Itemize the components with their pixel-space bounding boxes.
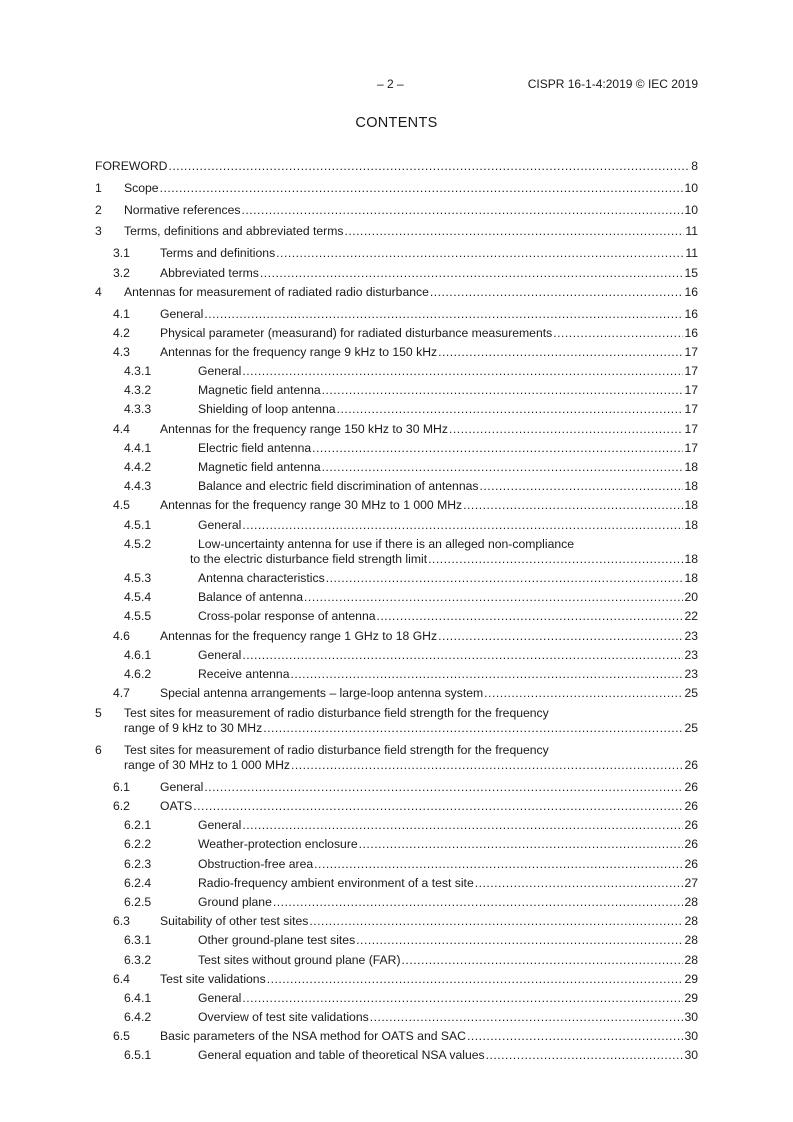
toc-leader-dots <box>484 686 683 701</box>
toc-leader-dots <box>242 648 683 663</box>
toc-entry[interactable] <box>0 686 793 702</box>
toc-entry[interactable] <box>0 266 793 282</box>
toc-entry-number: 4.7 <box>113 686 130 700</box>
toc-entry-page: 18 <box>684 518 698 532</box>
toc-entry-title: Shielding of loop antenna <box>198 402 336 416</box>
toc-entry-title: Weather-protection enclosure <box>198 837 358 851</box>
toc-leader-dots <box>242 818 683 833</box>
toc-entry-number: 4.5.2 <box>124 537 152 551</box>
toc-entry-number: 4.3.2 <box>124 383 152 397</box>
toc-entry-number: 2 <box>95 203 102 217</box>
toc-entry[interactable] <box>0 383 793 399</box>
toc-entry-number: 6.4.2 <box>124 1010 152 1024</box>
toc-entry-number: 6 <box>95 743 102 757</box>
toc-entry-page: 18 <box>684 479 698 493</box>
toc-entry-page: 28 <box>684 953 698 967</box>
toc-entry-page: 11 <box>685 246 698 260</box>
toc-leader-dots <box>312 441 683 456</box>
toc-leader-dots <box>242 991 683 1006</box>
toc-leader-dots <box>291 758 683 773</box>
toc-entry-page: 8 <box>691 159 698 173</box>
toc-entry[interactable] <box>0 537 793 569</box>
document-id: CISPR 16-1-4:2019 © IEC 2019 <box>527 77 698 91</box>
toc-entry-page: 28 <box>684 933 698 947</box>
toc-leader-dots <box>370 1010 684 1025</box>
toc-leader-dots <box>486 1048 684 1063</box>
toc-entry-number: 6.2.3 <box>124 857 152 871</box>
toc-entry[interactable] <box>0 1048 793 1064</box>
toc-entry-title: Suitability of other test sites <box>160 914 309 928</box>
toc-leader-dots <box>359 837 684 852</box>
toc-entry-page: 26 <box>684 799 698 813</box>
toc-entry-page: 10 <box>684 181 698 195</box>
toc-entry-page: 10 <box>684 203 698 217</box>
toc-entry-number: 4.5.4 <box>124 590 152 604</box>
toc-entry-title: Physical parameter (measurand) for radiated disturbance measurements <box>160 326 553 340</box>
toc-entry-page: 11 <box>685 224 698 238</box>
toc-entry-page: 18 <box>684 460 698 474</box>
toc-entry-title: Antennas for the frequency range 30 MHz to 1 000 MHz <box>160 498 463 512</box>
toc-entry-number: 4.6.1 <box>124 648 152 662</box>
toc-entry[interactable] <box>0 743 793 775</box>
toc-entry[interactable] <box>0 159 793 175</box>
toc-entry-number: 6.3.2 <box>124 953 152 967</box>
toc-entry-number: 6.3.1 <box>124 933 152 947</box>
toc-leader-dots <box>356 933 683 948</box>
toc-entry[interactable] <box>0 224 793 240</box>
toc-entry[interactable] <box>0 953 793 969</box>
toc-entry-page: 27 <box>684 876 698 890</box>
toc-entry-page: 16 <box>684 307 698 321</box>
toc-leader-dots <box>475 876 684 891</box>
toc-entry-page: 30 <box>684 1048 698 1062</box>
toc-entry-page: 28 <box>684 914 698 928</box>
toc-entry[interactable] <box>0 422 793 438</box>
toc-entry-title: Receive antenna <box>198 667 290 681</box>
toc-entry-number: 6.2.2 <box>124 837 152 851</box>
toc-entry-title: General <box>160 780 204 794</box>
toc-entry-number: 4.6 <box>113 629 130 643</box>
toc-entry-page: 26 <box>684 818 698 832</box>
toc-entry[interactable] <box>0 818 793 834</box>
toc-entry[interactable] <box>0 837 793 853</box>
toc-entry-title: Magnetic field antenna <box>198 383 321 397</box>
toc-entry-number: 4.2 <box>113 326 130 340</box>
toc-leader-dots <box>260 266 684 281</box>
toc-entry-number: 4.3 <box>113 345 130 359</box>
toc-entry-page: 25 <box>684 721 698 735</box>
toc-leader-dots <box>553 326 683 341</box>
toc-entry[interactable] <box>0 479 793 495</box>
toc-leader-dots <box>276 246 684 261</box>
toc-entry[interactable] <box>0 246 793 262</box>
toc-entry-number: 4.4.3 <box>124 479 152 493</box>
toc-entry-page: 16 <box>684 285 698 299</box>
toc-leader-dots <box>168 159 690 174</box>
toc-entry[interactable] <box>0 307 793 323</box>
toc-entry-title: Electric field antenna <box>198 441 312 455</box>
toc-entry-title: General <box>198 518 242 532</box>
toc-leader-dots <box>273 895 684 910</box>
toc-leader-dots <box>290 667 683 682</box>
toc-entry-number: 4.4.2 <box>124 460 152 474</box>
toc-entry-page: 26 <box>684 857 698 871</box>
toc-leader-dots <box>304 590 683 605</box>
toc-entry-title: Test site validations <box>160 972 266 986</box>
toc-entry-title: Normative references <box>124 203 241 217</box>
toc-entry-title-continued: range of 30 MHz to 1 000 MHz <box>124 758 290 772</box>
toc-entry[interactable] <box>0 364 793 380</box>
toc-entry[interactable] <box>0 609 793 625</box>
toc-entry-page: 29 <box>684 972 698 986</box>
toc-entry-number: 6.2.1 <box>124 818 152 832</box>
page-title: CONTENTS <box>355 115 438 131</box>
toc-entry-title: Other ground-plane test sites <box>198 933 356 947</box>
toc-entry-page: 22 <box>684 609 698 623</box>
toc-entry-title: Balance and electric field discrimination of antennas <box>198 479 479 493</box>
toc-entry-page: 30 <box>684 1010 698 1024</box>
toc-entry[interactable] <box>0 460 793 476</box>
toc-entry-title: Test sites for measurement of radio disturbance field strength for the frequency <box>124 706 549 720</box>
toc-entry-title: Cross-polar response of antenna <box>198 609 376 623</box>
toc-entry[interactable] <box>0 326 793 342</box>
toc-entry-title: Antennas for the frequency range 9 kHz to 150 kHz <box>160 345 438 359</box>
toc-entry-page: 20 <box>684 590 698 604</box>
toc-entry-title-continued: to the electric disturbance field strength limit <box>190 552 428 566</box>
toc-entry-number: 3.1 <box>113 246 130 260</box>
toc-leader-dots <box>430 285 684 300</box>
toc-entry-page: 29 <box>684 991 698 1005</box>
page-header <box>0 77 793 93</box>
toc-entry-number: 6.4.1 <box>124 991 152 1005</box>
toc-entry-number: 4.5.3 <box>124 571 152 585</box>
toc-entry-page: 17 <box>684 383 698 397</box>
toc-entry-title: Test sites without ground plane (FAR) <box>198 953 401 967</box>
toc-leader-dots <box>204 780 683 795</box>
toc-entry[interactable] <box>0 648 793 664</box>
toc-entry-number: 4.3.3 <box>124 402 152 416</box>
toc-entry[interactable] <box>0 780 793 796</box>
toc-entry-title: General equation and table of theoretical NSA values <box>198 1048 485 1062</box>
toc-entry-title: Terms, definitions and abbreviated terms <box>124 224 344 238</box>
toc-entry-title: Balance of antenna <box>198 590 304 604</box>
toc-entry-page: 17 <box>684 345 698 359</box>
toc-entry[interactable] <box>0 799 793 815</box>
toc-entry-page: 23 <box>684 629 698 643</box>
toc-entry-title: General <box>198 364 242 378</box>
toc-entry[interactable] <box>0 590 793 606</box>
toc-entry-title: General <box>198 818 242 832</box>
toc-entry-page: 18 <box>684 498 698 512</box>
toc-entry-page: 26 <box>684 837 698 851</box>
toc-leader-dots <box>322 460 684 475</box>
toc-entry-number: 4.4.1 <box>124 441 152 455</box>
toc-entry[interactable] <box>0 991 793 1007</box>
toc-entry-page: 17 <box>684 402 698 416</box>
toc-leader-dots <box>263 721 683 736</box>
toc-leader-dots <box>242 203 684 218</box>
toc-entry[interactable] <box>0 285 793 301</box>
toc-leader-dots <box>242 518 683 533</box>
toc-entry-number: 1 <box>95 181 102 195</box>
toc-entry-title: OATS <box>160 799 193 813</box>
toc-leader-dots <box>337 402 684 417</box>
toc-entry-title: Antennas for measurement of radiated radio disturbance <box>124 285 429 299</box>
toc-leader-dots <box>326 571 684 586</box>
toc-entry-number: 3.2 <box>113 266 130 280</box>
toc-entry[interactable] <box>0 571 793 587</box>
toc-leader-dots <box>463 498 683 513</box>
toc-entry-title: General <box>198 648 242 662</box>
toc-entry-page: 18 <box>684 552 698 566</box>
toc-entry[interactable] <box>0 498 793 514</box>
toc-entry-title: Terms and definitions <box>160 246 276 260</box>
toc-entry-page: 16 <box>684 326 698 340</box>
toc-entry-page: 23 <box>684 648 698 662</box>
toc-leader-dots <box>242 364 683 379</box>
toc-entry-page: 15 <box>684 266 698 280</box>
toc-entry-title: Basic parameters of the NSA method for OATS and SAC <box>160 1029 466 1043</box>
toc-entry-title: Abbreviated terms <box>160 266 259 280</box>
toc-entry-page: 18 <box>684 571 698 585</box>
toc-entry-number: 4.1 <box>113 307 130 321</box>
toc-entry-number: 6.1 <box>113 780 130 794</box>
page-number: – 2 – <box>377 77 404 91</box>
toc-leader-dots <box>428 552 683 567</box>
toc-entry-title: General <box>198 991 242 1005</box>
toc-entry[interactable] <box>0 895 793 911</box>
toc-entry-title: Obstruction-free area <box>198 857 314 871</box>
toc-leader-dots <box>344 224 684 239</box>
toc-leader-dots <box>402 953 684 968</box>
toc-leader-dots <box>322 383 684 398</box>
toc-entry[interactable] <box>0 706 793 738</box>
toc-leader-dots <box>193 799 683 814</box>
toc-leader-dots <box>479 479 683 494</box>
toc-entry-number: 4.5 <box>113 498 130 512</box>
toc-entry-number: 6.5.1 <box>124 1048 152 1062</box>
toc-entry-title-continued: range of 9 kHz to 30 MHz <box>124 721 263 735</box>
toc-entry-number: 4.6.2 <box>124 667 152 681</box>
toc-entry-number: 4.5.5 <box>124 609 152 623</box>
toc-entry-number: 6.5 <box>113 1029 130 1043</box>
toc-entry-page: 17 <box>684 364 698 378</box>
toc-leader-dots <box>467 1029 683 1044</box>
toc-entry-title: Magnetic field antenna <box>198 460 321 474</box>
toc-entry-number: 4.4 <box>113 422 130 436</box>
toc-entry-title: Low-uncertainty antenna for use if there is an alleged non-compliance <box>198 537 575 551</box>
toc-entry-number: 4.3.1 <box>124 364 152 378</box>
toc-entry-number: 3 <box>95 224 102 238</box>
toc-entry[interactable] <box>0 203 793 219</box>
toc-entry[interactable] <box>0 914 793 930</box>
toc-entry[interactable] <box>0 667 793 683</box>
toc-entry-title: Special antenna arrangements – large-loop antenna system <box>160 686 484 700</box>
toc-entry-number: 6.3 <box>113 914 130 928</box>
toc-entry-page: 17 <box>684 441 698 455</box>
toc-entry[interactable] <box>0 933 793 949</box>
toc-entry-number: 6.2.5 <box>124 895 152 909</box>
toc-entry-title: General <box>160 307 204 321</box>
toc-entry-page: 26 <box>684 780 698 794</box>
toc-entry-title: Antennas for the frequency range 150 kHz to 30 MHz <box>160 422 448 436</box>
toc-entry-number: 4 <box>95 285 102 299</box>
toc-entry-page: 17 <box>684 422 698 436</box>
toc-entry-title: Ground plane <box>198 895 272 909</box>
toc-leader-dots <box>438 629 683 644</box>
toc-leader-dots <box>267 972 684 987</box>
toc-leader-dots <box>377 609 684 624</box>
toc-entry[interactable] <box>0 518 793 534</box>
toc-entry-title: Antenna characteristics <box>198 571 325 585</box>
toc-entry-page: 25 <box>684 686 698 700</box>
toc-entry-page: 30 <box>684 1029 698 1043</box>
toc-entry-page: 23 <box>684 667 698 681</box>
toc-leader-dots <box>314 857 683 872</box>
toc-entry-page: 26 <box>684 758 698 772</box>
toc-leader-dots <box>449 422 684 437</box>
toc-entry-title: Overview of test site validations <box>198 1010 369 1024</box>
toc-entry[interactable] <box>0 629 793 645</box>
toc-leader-dots <box>160 181 684 196</box>
toc-entry[interactable] <box>0 441 793 457</box>
toc-entry-number: 6.2.4 <box>124 876 152 890</box>
toc-entry[interactable] <box>0 876 793 892</box>
toc-entry[interactable] <box>0 972 793 988</box>
toc-leader-dots <box>309 914 683 929</box>
toc-entry-number: 4.5.1 <box>124 518 152 532</box>
toc-entry-title: FOREWORD <box>95 159 168 173</box>
toc-entry[interactable] <box>0 857 793 873</box>
toc-entry[interactable] <box>0 345 793 361</box>
toc-entry-title: Radio-frequency ambient environment of a test site <box>198 876 474 890</box>
toc-entry-title: Scope <box>124 181 159 195</box>
toc-entry-title: Test sites for measurement of radio disturbance field strength for the frequency <box>124 743 549 757</box>
toc-entry-number: 5 <box>95 706 102 720</box>
toc-entry-title: Antennas for the frequency range 1 GHz to 18 GHz <box>160 629 438 643</box>
toc-entry-number: 6.4 <box>113 972 130 986</box>
toc-entry[interactable] <box>0 1010 793 1026</box>
toc-leader-dots <box>204 307 683 322</box>
toc-leader-dots <box>438 345 683 360</box>
toc-entry[interactable] <box>0 1029 793 1045</box>
toc-entry-number: 6.2 <box>113 799 130 813</box>
toc-entry[interactable] <box>0 402 793 418</box>
toc-entry-page: 28 <box>684 895 698 909</box>
toc-entry[interactable] <box>0 181 793 197</box>
